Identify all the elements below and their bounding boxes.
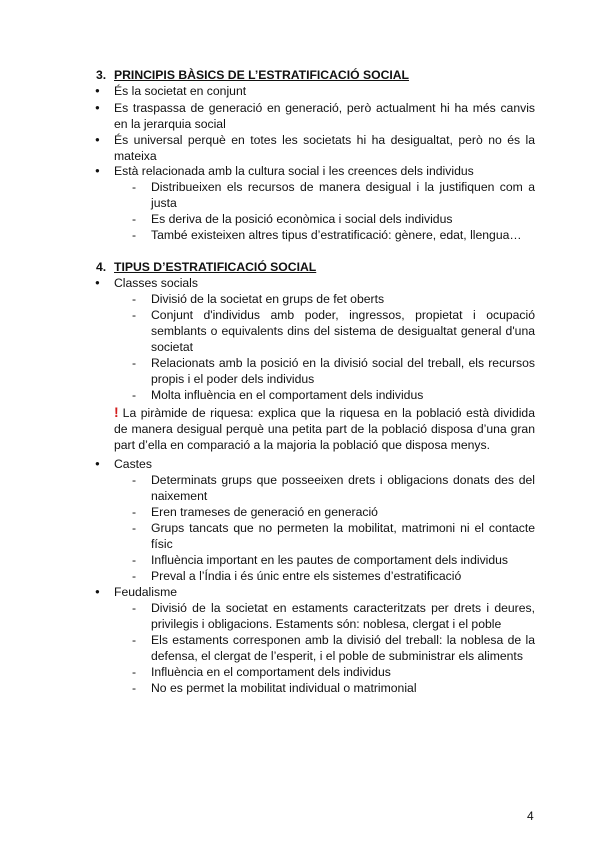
- sub-list-item: - Es deriva de la posició econòmica i social dels individus: [151, 211, 535, 227]
- sub-list-item: - Distribueixen els recursos de manera desigual i la justifiquen com a justa: [151, 179, 535, 211]
- sub-list-item: - També existeixen altres tipus d’estratificació: gènere, edat, llengua…: [151, 227, 535, 243]
- page-number: 4: [527, 809, 534, 823]
- sub-list-item: - Molta influència en el comportament dels individus: [151, 387, 535, 403]
- section-4-title: TIPUS D’ESTRATIFICACIÓ SOCIAL: [114, 260, 317, 274]
- section-3-title: PRINCIPIS BÀSICS DE L’ESTRATIFICACIÓ SOCIAL: [114, 68, 410, 82]
- sub-list-item: - Relacionats amb la posició en la divisió social del treball, els recursos propis i el poder dels individus: [151, 355, 535, 387]
- sub-list-item: - Divisió de la societat en grups de fet oberts: [151, 291, 535, 307]
- sub-list-item: - Els estaments corresponen amb la divisió del treball: la noblesa de la defensa, el clergat de l’esperit, i el poble de subministrar els aliments: [151, 632, 535, 664]
- list-item-feudalisme: ● Feudalisme: [114, 584, 535, 600]
- section-3-heading: [96, 67, 409, 83]
- list-item-castes: ● Castes: [114, 456, 535, 472]
- sub-list-item: - No es permet la mobilitat individual o matrimonial: [151, 680, 535, 696]
- sub-list-item: - Preval a l’Índia i és únic entre els sistemes d’estratificació: [151, 568, 535, 584]
- section-3-number: 3.: [96, 68, 107, 82]
- sub-list-item: - Grups tancats que no permeten la mobilitat, matrimoni ni el contacte físic: [151, 520, 535, 552]
- list-item-classes-socials: ● Classes socials: [114, 275, 535, 291]
- list-item: ● És universal perquè en totes les societats hi ha desigualtat, però no és la mateixa: [114, 132, 535, 164]
- sub-list-item: - Influència important en les pautes de comportament dels individus: [151, 552, 535, 568]
- list-item: ● Es traspassa de generació en generació, però actualment hi ha més canvis en la jerarquia social: [114, 100, 535, 132]
- sub-list-item: - Influència en el comportament dels individus: [151, 664, 535, 680]
- riquesa-note-text: La piràmide de riquesa: explica que la riquesa en la població està dividida de manera desigual perquè una petita part de la població disposa d’una gran part d’ella en comparació a la majoria la població que disposa menys.: [114, 406, 535, 452]
- list-item: ● És la societat en conjunt: [114, 83, 535, 99]
- sub-list-item: - Divisió de la societat en estaments caracteritzats per drets i deures, privilegis i obligacions. Estaments són: noblesa, clergat i el poble: [151, 600, 535, 632]
- sub-list-item: - Conjunt d'individus amb poder, ingressos, propietat i ocupació semblants o equivalents dins del sistema de desigualtat general d'una societat: [151, 307, 535, 355]
- sub-list-item: - Determinats grups que posseeixen drets i obligacions donats des del naixement: [151, 472, 535, 504]
- riquesa-note: [114, 404, 535, 453]
- section-4-heading: [96, 259, 316, 275]
- exclamation-icon: !: [114, 404, 119, 420]
- sub-list-item: - Eren trameses de generació en generació: [151, 504, 535, 520]
- section-4-number: 4.: [96, 260, 107, 274]
- list-item: ● Està relacionada amb la cultura social i les creences dels individus: [114, 163, 535, 179]
